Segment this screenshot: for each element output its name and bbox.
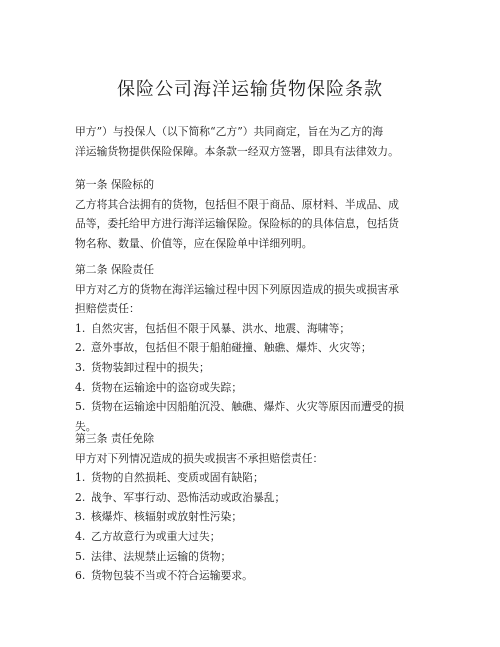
list-text: 货物的自然损耗、变质或固有缺陷； bbox=[91, 471, 264, 485]
list-text: 自然灾害，包括但不限于风暴、洪水、地震、海啸等； bbox=[91, 321, 351, 335]
list-text: 货物在运输途中因船舶沉没、触礁、爆炸、火灾等原因而遭受的损 bbox=[91, 400, 405, 414]
list-text: 意外事故，包括但不限于船舶碰撞、触礁、爆炸、火灾等； bbox=[91, 341, 372, 355]
section-1 bbox=[75, 175, 427, 253]
liability-list bbox=[75, 319, 427, 437]
list-number: 4. bbox=[75, 529, 86, 543]
list-item bbox=[75, 468, 427, 488]
section-body-line: 甲方对下列情况造成的损失或损害不承担赔偿责任： bbox=[75, 451, 324, 465]
list-text: 货物装卸过程中的损失； bbox=[91, 360, 210, 374]
section-heading: 第三条 责任免除 bbox=[75, 432, 155, 445]
list-number: 2. bbox=[75, 341, 86, 355]
section-body-line: 乙方将其合法拥有的货物，包括但不限于商品、原材料、半成品、成 bbox=[75, 197, 399, 211]
list-item bbox=[75, 378, 427, 398]
list-item bbox=[75, 566, 427, 586]
list-item bbox=[75, 527, 427, 547]
list-number: 3. bbox=[75, 360, 86, 374]
list-text: 核爆炸、核辐射或放射性污染； bbox=[91, 510, 243, 524]
section-2 bbox=[75, 260, 427, 436]
section-body-line: 物名称、数量、价值等，应在保险单中详细列明。 bbox=[75, 236, 313, 250]
list-text: 货物在运输途中的盗窃或失踪； bbox=[91, 380, 243, 394]
list-number: 6. bbox=[75, 569, 86, 583]
intro-line: 洋运输货物提供保险保障。本条款一经双方签署，即具有法律效力。 bbox=[75, 144, 399, 158]
list-number: 5. bbox=[75, 400, 86, 414]
list-text: 货物包装不当或不符合运输要求。 bbox=[91, 569, 253, 583]
list-text: 失。 bbox=[75, 419, 97, 433]
exclusion-list bbox=[75, 468, 427, 586]
section-heading: 第一条 保险标的 bbox=[75, 178, 155, 191]
section-body-line: 担赔偿责任： bbox=[75, 302, 140, 316]
list-item bbox=[75, 547, 427, 567]
list-item bbox=[75, 358, 427, 378]
list-number: 5. bbox=[75, 549, 86, 563]
intro-paragraph bbox=[75, 122, 427, 161]
document-title: 保险公司海洋运输货物保险条款 bbox=[117, 79, 383, 100]
list-text: 乙方故意行为或重大过失； bbox=[91, 529, 221, 543]
section-heading: 第二条 保险责任 bbox=[75, 263, 155, 276]
section-body-line: 甲方对乙方的货物在海洋运输过程中因下列原因造成的损失或损害承 bbox=[75, 282, 399, 296]
list-number: 1. bbox=[75, 471, 86, 485]
list-item bbox=[75, 397, 427, 417]
list-number: 2. bbox=[75, 490, 86, 504]
list-item bbox=[75, 338, 427, 358]
list-item bbox=[75, 488, 427, 508]
section-body-line: 品等，委托给甲方进行海洋运输保险。保险标的的具体信息，包括货 bbox=[75, 217, 399, 231]
list-item bbox=[75, 319, 427, 339]
list-number: 4. bbox=[75, 380, 86, 394]
intro-line: 甲方”）与投保人（以下简称“乙方”）共同商定，旨在为乙方的海 bbox=[75, 125, 384, 138]
list-item bbox=[75, 507, 427, 527]
list-text: 法律、法规禁止运输的货物； bbox=[91, 549, 232, 563]
section-3 bbox=[75, 429, 427, 586]
list-number: 1. bbox=[75, 321, 86, 335]
list-number: 3. bbox=[75, 510, 86, 524]
list-text: 战争、军事行动、恐怖活动或政治暴乱； bbox=[91, 490, 286, 504]
